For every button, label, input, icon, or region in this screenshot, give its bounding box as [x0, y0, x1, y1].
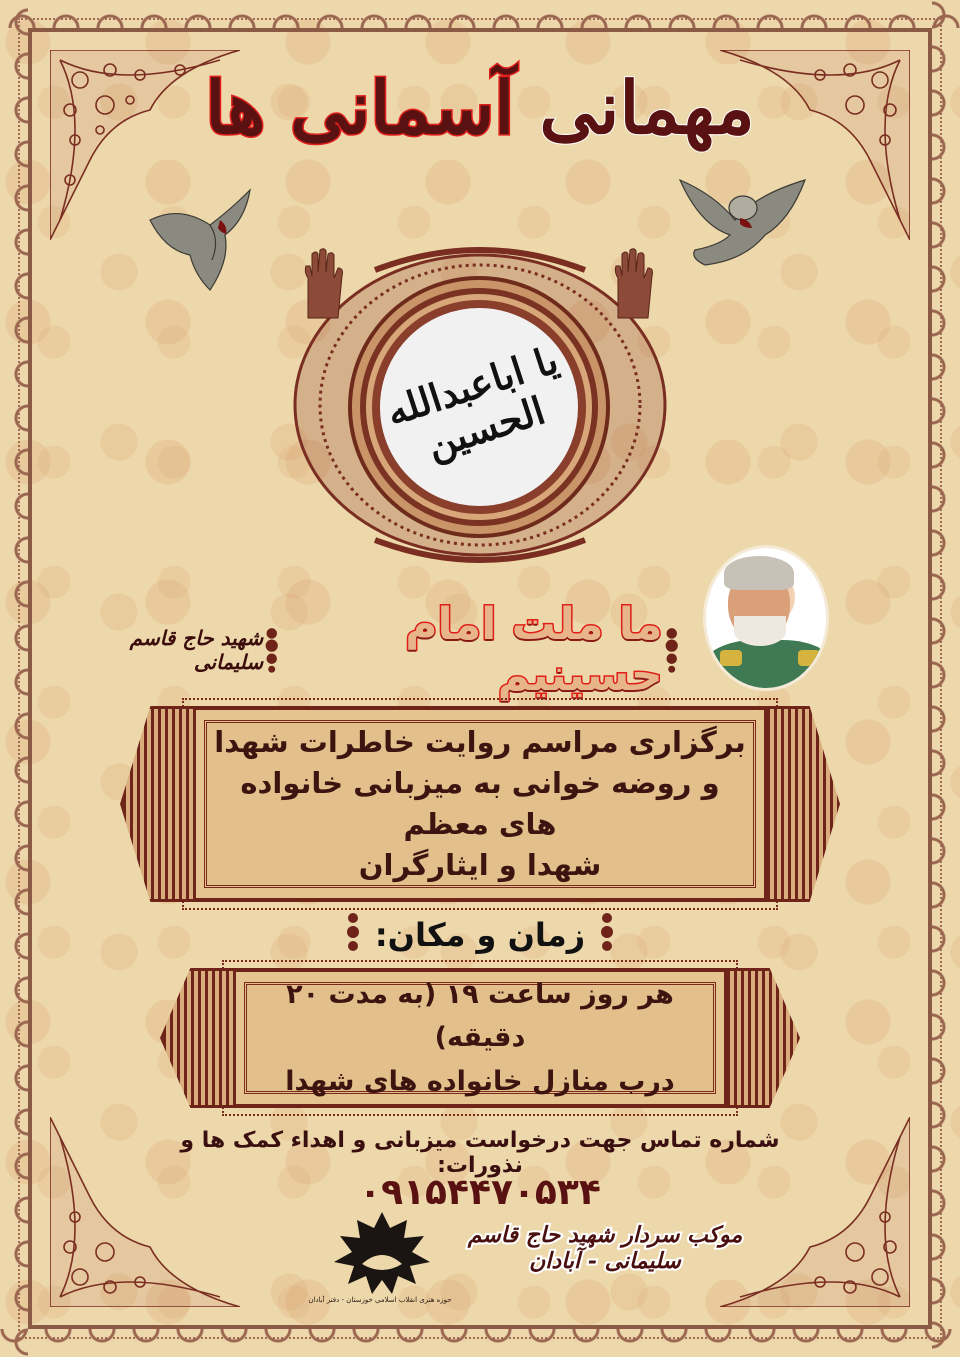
- schedule-place: درب منازل خانواده های شهدا: [285, 1065, 675, 1097]
- flourish-ornament-icon: [263, 623, 280, 677]
- when-where-heading: [330, 905, 630, 965]
- flourish-ornament-icon: [663, 623, 680, 677]
- when-where-label: زمان و مکان:: [374, 916, 586, 954]
- slogan-row: [80, 599, 680, 701]
- khouzestan-art-logo-icon: [312, 1206, 452, 1302]
- schedule-cartouche: [230, 968, 730, 1108]
- phone-number[interactable]: ۰۹۱۵۴۴۷۰۵۳۴: [359, 1172, 601, 1213]
- contact-label: شماره تماس جهت درخواست میزبانی و اهداء کمک ها و نذورات:: [180, 1128, 780, 1178]
- title-word-asemaniha: آسمانی ها: [205, 65, 515, 150]
- event-line-3: شهدا و ایثارگران: [358, 848, 602, 883]
- event-description-cartouche: [190, 706, 770, 902]
- calligraphy-medallion: [372, 300, 586, 514]
- bottom-scallop-border: [0, 1329, 960, 1353]
- hamsa-hand-icon: [610, 248, 658, 320]
- martyr-name: شهید حاج قاسم سلیمانی: [129, 626, 264, 674]
- martyr-portrait: [703, 545, 829, 691]
- title-word-mehmani: مهمانی: [539, 65, 755, 150]
- right-scallop-border: [932, 0, 956, 1357]
- schedule-time: هر روز ساعت ۱۹ (به مدت ۲۰ دقیقه): [286, 979, 674, 1054]
- left-scallop-border: [4, 0, 28, 1357]
- slogan-text: ما ملت امام حسینیم: [405, 599, 663, 701]
- calligraphy-text: یا اباعبدالله الحسین: [380, 337, 564, 468]
- poster-title: [0, 65, 960, 150]
- logo-caption: حوزه هنری انقلاب اسلامی خوزستان - دفتر آبادان: [308, 1296, 452, 1304]
- top-scallop-border: [0, 4, 960, 28]
- dove-icon: [140, 180, 260, 300]
- organizer-name: موکب سردار شهید حاج قاسم سلیمانی - آبادان: [467, 1222, 743, 1274]
- flourish-ornament-icon: [597, 908, 617, 962]
- event-line-1: برگزاری مراسم روایت خاطرات شهدا: [214, 724, 746, 759]
- event-line-2: و روضه خوانی به میزبانی خانواده های معظم: [240, 765, 720, 841]
- hamsa-hand-icon: [300, 248, 348, 320]
- dove-icon: [665, 150, 815, 280]
- flourish-ornament-icon: [343, 908, 363, 962]
